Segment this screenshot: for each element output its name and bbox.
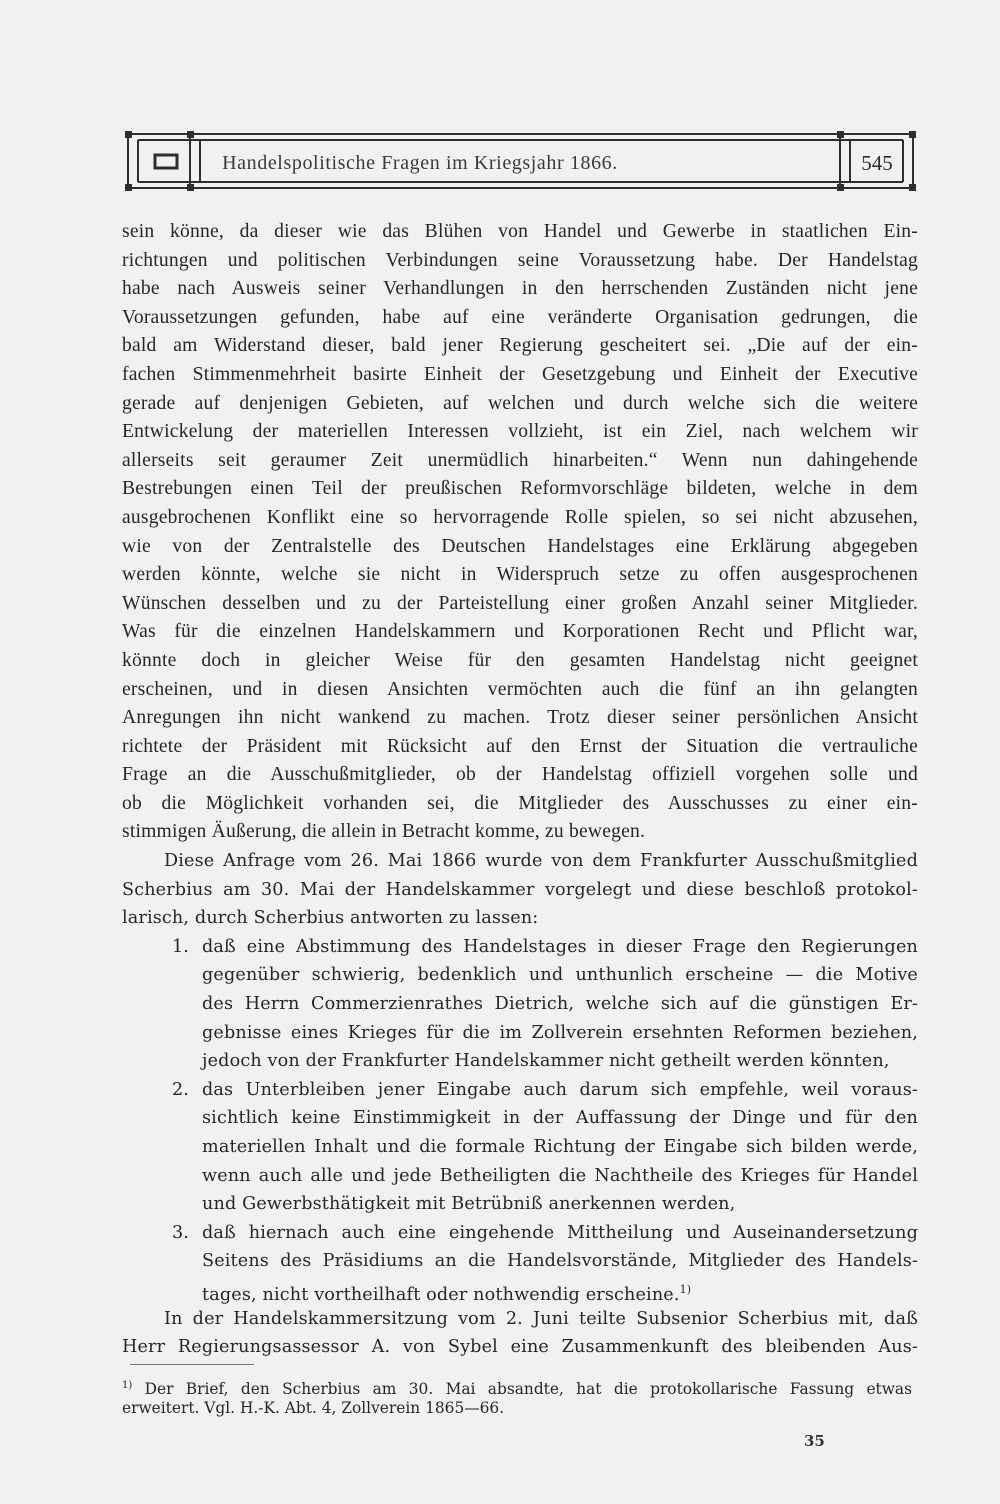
text-line-row [122, 1190, 918, 1219]
text-line [122, 647, 918, 676]
text-line-content: richtete der Präsident mit Rücksicht auf den Ernst der Situation die vertrauliche [122, 735, 918, 757]
text-line-row [122, 876, 918, 905]
footnote-reference: 1) [679, 1282, 692, 1296]
text-line [122, 1104, 918, 1133]
text-line-row [122, 647, 918, 676]
text-line [122, 1305, 918, 1334]
text-line [122, 790, 918, 819]
text-line-row [122, 904, 918, 933]
text-line [122, 676, 918, 705]
text-line-content: Diese Anfrage vom 26. Mai 1866 wurde von dem Frankfurter Ausschußmitglied [164, 851, 918, 872]
text-line [122, 1247, 918, 1276]
text-line-row [122, 1019, 918, 1048]
text-line [122, 1047, 918, 1076]
text-line-content: fachen Stimmenmehrheit basirte Einheit der Gesetzgebung und Einheit der Executive [122, 363, 918, 385]
text-line-content: Wünschen desselben und zu der Parteistellung einer großen Anzahl seiner Mitglieder. [122, 592, 918, 614]
text-line-row [122, 1305, 918, 1334]
text-line [122, 990, 918, 1019]
text-line [122, 904, 918, 933]
list-number: 3. [172, 1222, 189, 1243]
text-line [122, 1219, 918, 1248]
text-line [122, 1133, 918, 1162]
text-line-row [122, 761, 918, 790]
footnote-marker: 1) [122, 1380, 133, 1391]
text-line-content: In der Handelskammersitzung vom 2. Juni teilte Subsenior Scherbius mit, daß [164, 1308, 918, 1329]
text-line-row [122, 504, 918, 533]
text-line-content: Herr Regierungsassessor A. von Sybel eine Zusammenkunft des bleibenden Aus- [122, 1337, 918, 1358]
text-line-row [122, 1104, 918, 1133]
text-line-content: bald am Widerstand dieser, bald jener Regierung gescheitert sei. „Die auf der ein- [122, 335, 918, 357]
text-line-content: Was für die einzelnen Handelskammern und Korporationen Recht und Pflicht war, [122, 621, 918, 643]
text-line-content: des Herrn Commerzienrathes Dietrich, welche sich auf die günstigen Er- [202, 994, 918, 1015]
text-line-row [122, 847, 918, 876]
text-line [122, 361, 918, 390]
text-line-content: larisch, durch Scherbius antworten zu lassen: [122, 908, 539, 929]
text-line-content: Entwickelung der materiellen Interessen vollzieht, ist ein Ziel, nach welchem wir [122, 421, 918, 443]
footnote-divider [130, 1364, 254, 1365]
text-line-row [122, 790, 918, 819]
list-number: 2. [172, 1079, 189, 1100]
text-line-row [122, 1276, 918, 1305]
text-line-content: wie von der Zentralstelle des Deutschen Handelstages eine Erklärung abgegeben [122, 535, 918, 557]
text-line-row [122, 332, 918, 361]
text-line-row [122, 990, 918, 1019]
text-line-content: ob die Möglichkeit vorhanden sei, die Mitglieder des Ausschusses zu einer ein- [122, 792, 918, 814]
text-line-row [122, 676, 918, 705]
text-line-row [122, 818, 918, 847]
footnote-line [122, 1397, 912, 1420]
text-line-content: und Gewerbsthätigkeit mit Betrübniß anerkennen werden, [202, 1194, 736, 1215]
text-line-row [122, 418, 918, 447]
text-line [122, 561, 918, 590]
text-line-content: Seitens des Präsidiums an die Handelsvorstände, Mitglieder des Handels- [202, 1251, 918, 1272]
text-line [122, 704, 918, 733]
text-line-content: Anregungen ihn nicht wankend zu machen. Trotz dieser seiner persönlichen Ansicht [122, 707, 918, 729]
text-line [122, 876, 918, 905]
text-line [122, 475, 918, 504]
text-line-row [122, 275, 918, 304]
text-line-content: gebnisse eines Krieges für die im Zollverein ersehnten Reformen beziehen, [202, 1022, 918, 1043]
text-line-row [122, 1076, 918, 1105]
text-line-row [122, 590, 918, 619]
text-line [122, 247, 918, 276]
text-line-row [122, 1219, 918, 1248]
text-line-content: daß hiernach auch eine eingehende Mittheilung und Auseinandersetzung [202, 1222, 918, 1243]
text-line [122, 447, 918, 476]
text-line-content: ausgebrochenen Konflikt eine so hervorragende Rolle spielen, so sei nicht abzusehen, [122, 506, 918, 528]
text-line-content: richtungen und politischen Verbindungen seine Voraussetzung habe. Der Handelstag [122, 249, 918, 271]
text-line-content: jedoch von der Frankfurter Handelskammer nicht getheilt werden könnten, [202, 1051, 890, 1072]
text-line-content: gerade auf denjenigen Gebieten, auf welchen und durch welche sich die weitere [122, 392, 918, 414]
text-line [122, 275, 918, 304]
text-line-row [122, 247, 918, 276]
text-line-content: tages, nicht vortheilhaft oder nothwendig erscheine. [202, 1284, 680, 1305]
text-line [122, 304, 918, 333]
text-line-content: erscheinen, und in diesen Ansichten vermöchten auch die fünf an ihn gelangten [122, 678, 918, 700]
signature-mark: 35 [804, 1432, 825, 1450]
text-line-row [122, 361, 918, 390]
text-line-content: gegenüber schwierig, bedenklich und unthunlich erscheine — die Motive [202, 965, 918, 986]
text-line-row [122, 218, 918, 247]
text-line-row [122, 1247, 918, 1276]
text-line [122, 218, 918, 247]
text-line-content: materiellen Inhalt und die formale Richtung der Eingabe sich bilden werde, [202, 1137, 918, 1157]
body-text [122, 218, 918, 1362]
text-line-row [122, 1333, 918, 1362]
list-number: 1. [172, 936, 189, 957]
text-line-content: Bestrebungen einen Teil der preußischen Reformvorschläge bildeten, welche in dem [122, 478, 918, 500]
footnote-line [122, 1374, 912, 1397]
text-line [122, 1190, 918, 1219]
text-line [122, 1162, 918, 1191]
text-line [122, 761, 918, 790]
text-line [122, 533, 918, 562]
text-line-content: Scherbius am 30. Mai der Handelskammer vorgelegt und diese beschloß protokol- [122, 879, 918, 900]
text-line-content: Voraussetzungen gefunden, habe auf eine veränderte Organisation gedrungen, die [122, 306, 918, 328]
text-line [122, 818, 918, 847]
footnote-text: Der Brief, den Scherbius am 30. Mai absandte, hat die protokollarische Fassung etwas [144, 1380, 912, 1399]
text-line-row [122, 704, 918, 733]
text-line-row [122, 933, 918, 962]
text-line-row [122, 304, 918, 333]
text-line-content: sichtlich keine Einstimmigkeit in der Auffassung der Dinge und für den [202, 1108, 918, 1129]
text-line [122, 1019, 918, 1048]
text-line [122, 1076, 918, 1105]
running-header-title: Handelspolitische Fragen im Kriegsjahr 1866. [222, 152, 618, 174]
text-line-row [122, 618, 918, 647]
text-line-row [122, 533, 918, 562]
text-line [122, 590, 918, 619]
text-line-content: Frage an die Ausschußmitglieder, ob der Handelstag offiziell vorgehen solle und [122, 764, 918, 786]
text-line [122, 390, 918, 419]
text-line-content: habe nach Ausweis seiner Verhandlungen in den herrschenden Zuständen nicht jene [122, 278, 918, 300]
text-line-content: stimmigen Äußerung, die allein in Betracht komme, zu bewegen. [122, 821, 646, 843]
text-line-row [122, 961, 918, 990]
text-line-content: könnte doch in gleicher Weise für den gesamten Handelstag nicht geeignet [122, 649, 918, 671]
text-line [122, 961, 918, 990]
text-line-content: das Unterbleiben jener Eingabe auch darum sich empfehle, weil voraus- [202, 1079, 918, 1100]
text-line-content: daß eine Abstimmung des Handelstages in dieser Frage den Regierungen [202, 936, 918, 957]
text-line-row [122, 390, 918, 419]
text-line [122, 1276, 918, 1305]
text-line-row [122, 1162, 918, 1191]
text-line [122, 933, 918, 962]
text-line [122, 1333, 918, 1362]
text-line [122, 618, 918, 647]
text-line [122, 847, 918, 876]
text-line-content: wenn auch alle und jede Betheiligten die Nachtheile des Krieges für Handel [202, 1165, 918, 1186]
text-line-row [122, 475, 918, 504]
text-line [122, 332, 918, 361]
text-line-content: allerseits seit geraumer Zeit unermüdlich hinarbeiten.“ Wenn nun dahingehende [122, 449, 918, 471]
text-line [122, 733, 918, 762]
text-line [122, 504, 918, 533]
text-line-row [122, 561, 918, 590]
page-number: 545 [861, 151, 893, 175]
text-line-content: sein könne, da dieser wie das Blühen von Handel und Gewerbe in staatlichen Ein- [122, 221, 918, 242]
footnote [122, 1374, 912, 1420]
text-line [122, 418, 918, 447]
text-line-row [122, 733, 918, 762]
text-line-content: werden könnte, welche sie nicht in Widerspruch setze zu offen ausgesprochenen [122, 564, 918, 586]
text-line-row [122, 1047, 918, 1076]
text-line-row [122, 1133, 918, 1162]
footnote-text: erweitert. Vgl. H.-K. Abt. 4, Zollverein 1865—66. [122, 1399, 505, 1417]
text-line-row [122, 447, 918, 476]
